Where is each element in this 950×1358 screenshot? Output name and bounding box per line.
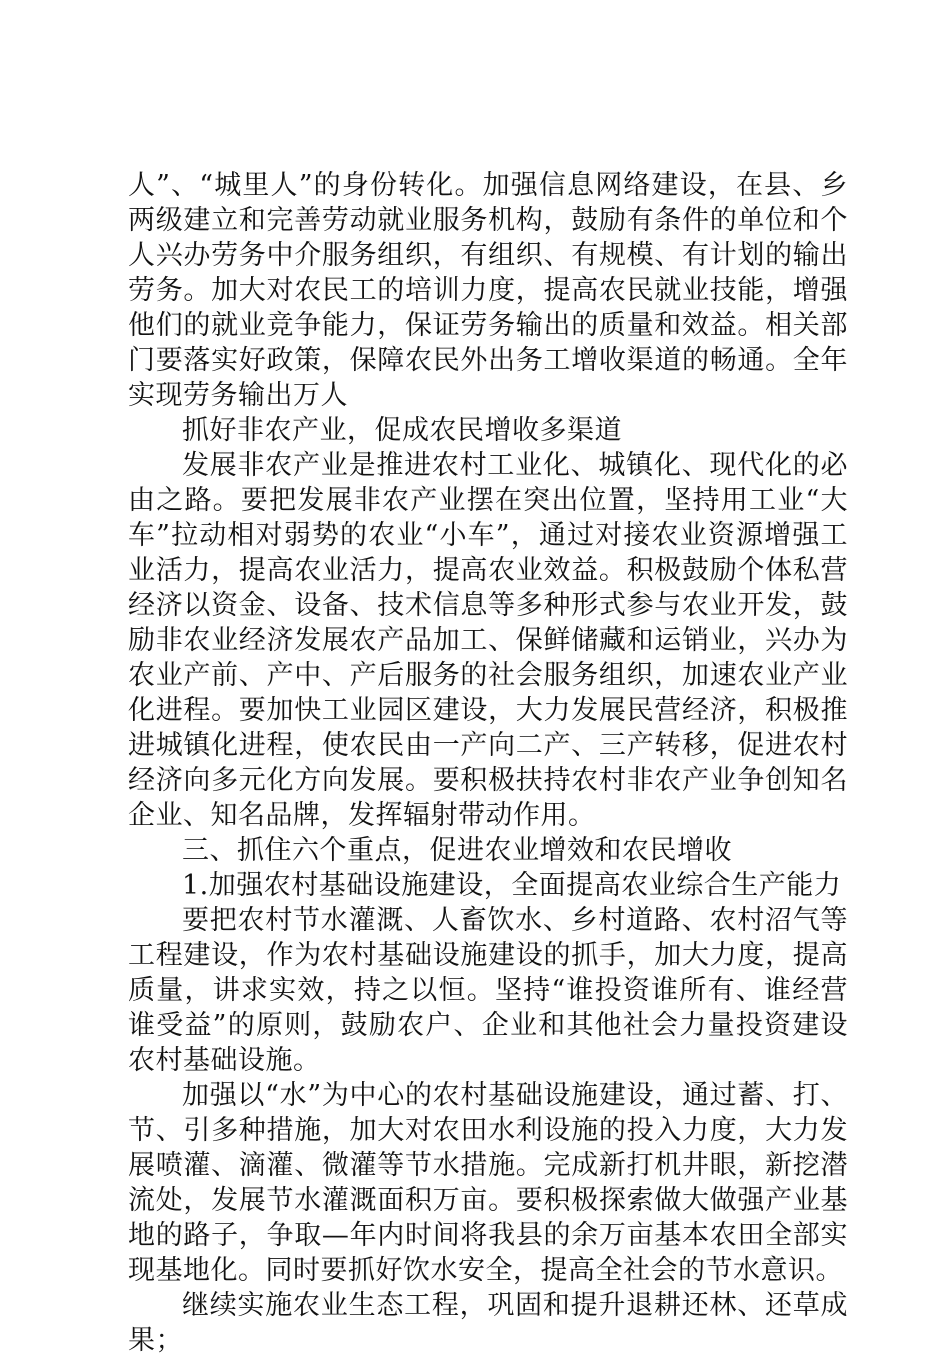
paragraph-3: 发展非农产业是推进农村工业化、城镇化、现代化的必由之路。要把发展非农产业摆在突出位置，坚持用工业“大车”拉动相对弱势的农业“小车”，通过对接农业资源增强工业活力，提高农业活力，提高农业效益。积极鼓励个体私营经济以资金、设备、技术信息等多种形式参与农业开发，鼓励非农业经济发展农产品加工、保鲜储藏和运销业，兴办为农业产前、产中、产后服务的社会服务组织，加速农业产业化进程。要加快工业园区建设，大力发展民营经济，积极推进城镇化进程，使农民由一产向二产、三产转移，促进农村经济向多元化方向发展。要积极扶持农村非农产业争创知名企业、知名品牌，发挥辐射带动作用。 <box>128 450 848 831</box>
subheading-1: 1.加强农村基础设施建设，全面提高农业综合生产能力 <box>182 870 842 901</box>
paragraph-7: 加强以“水”为中心的农村基础设施建设，通过蓄、打、节、引多种措施，加大对农田水利设施的投入力度，大力发展喷灌、滴灌、微灌等节水措施。完成新打机井眼，新挖潜流处，发展节水灌溉面积万亩。要积极探索做大做强产业基地的路子，争取—年内时间将我县的余万亩基本农田全部实现基地化。同时要抓好饮水安全，提高全社会的节水意识。 <box>128 1080 848 1286</box>
paragraph-2-heading: 抓好非农产业，促成农民增收多渠道 <box>182 415 622 446</box>
section-heading-3: 三、抓住六个重点，促进农业增效和农民增收 <box>182 835 732 866</box>
paragraph-8: 继续实施农业生态工程，巩固和提升退耕还林、还草成果； <box>128 1290 848 1356</box>
document-body <box>128 168 848 1358</box>
paragraph-6: 要把农村节水灌溉、人畜饮水、乡村道路、农村沼气等工程建设，作为农村基础设施建设的抓手，加大力度，提高质量，讲求实效，持之以恒。坚持“谁投资谁所有、谁经营谁受益”的原则，鼓励农户、企业和其他社会力量投资建设农村基础设施。 <box>128 905 848 1076</box>
paragraph-1: 人”、“城里人”的身份转化。加强信息网络建设，在县、乡两级建立和完善劳动就业服务机构，鼓励有条件的单位和个人兴办劳务中介服务组织，有组织、有规模、有计划的输出劳务。加大对农民工的培训力度，提高农民就业技能，增强他们的就业竞争能力，保证劳务输出的质量和效益。相关部门要落实好政策，保障农民外出务工增收渠道的畅通。全年实现劳务输出万人 <box>128 170 848 411</box>
